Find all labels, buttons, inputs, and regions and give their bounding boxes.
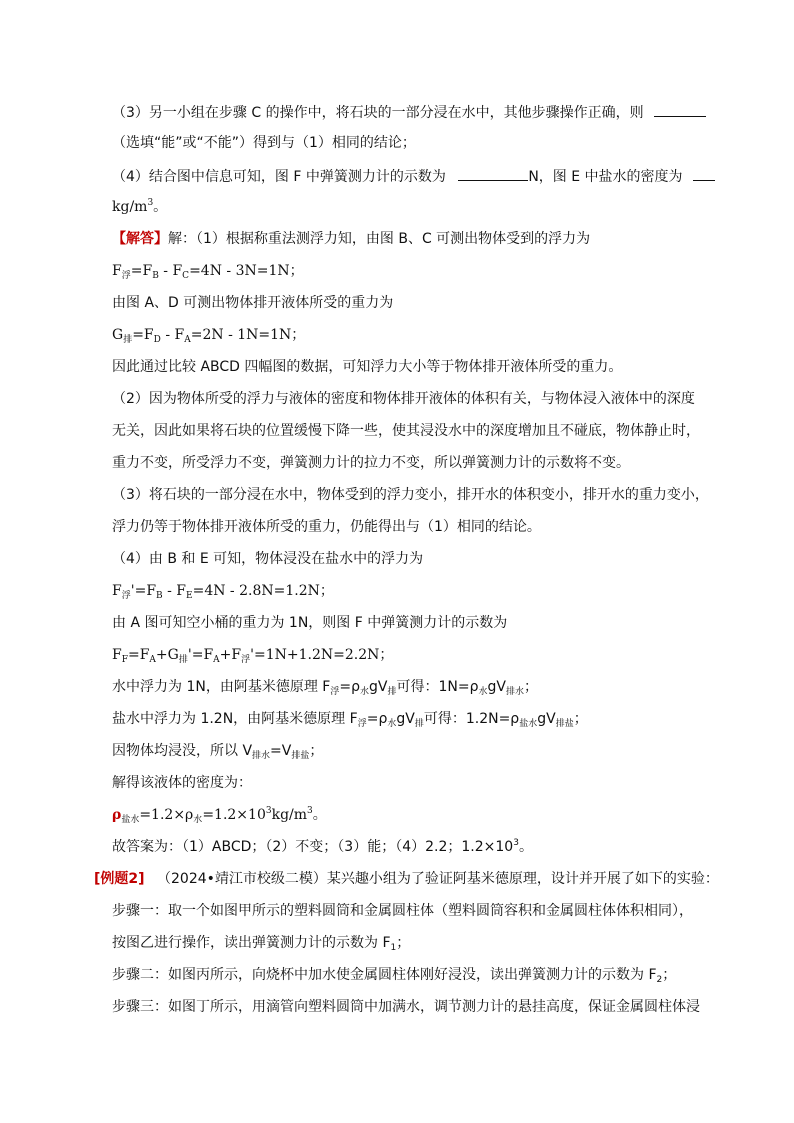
answer-part-3-line-2: 浮力仍等于物体排开液体所受的重力，仍能得出与（1）相同的结论。: [112, 519, 541, 535]
answer-blank-4b: [693, 168, 715, 181]
final-answers: 故答案为：（1）ABCD；（2）不变；（3）能；（4）2.2；$1.2\times 10^3$。: [112, 838, 533, 855]
formula-reading-f: $F_F=F_A+G_排'=F_A+F_浮'=1N+1.2N=2.2N$；: [112, 647, 394, 665]
answer-line-bucket: 由 A 图可知空小桶的重力为 1N，则图 F 中弹簧测力计的示数为: [112, 615, 508, 631]
example-2-step-2: 步骤二：如图丙所示，向烧杯中加水使金属圆柱体刚好浸没，读出弹簧测力计的示数为 $F_2$；: [112, 967, 677, 985]
question-4-line-1: （4）结合图中信息可知，图 F 中弹簧测力计的示数为 N，图 E 中盐水的密度为: [112, 168, 715, 184]
example-2-heading: [例题2] （2024•靖江市校级二模）某兴趣小组为了验证阿基米德原理，设计并开展了如下的实验：: [94, 871, 719, 887]
question-4-unit: $kg/m^3$。: [112, 198, 168, 215]
answer-equal-volume: 因物体均浸没，所以 $V_{排水}=V_{排盐}$；: [112, 743, 324, 761]
answer-part-2-line-2: 无关，因此如果将石块的位置缓慢下降一些，使其浸没水中的深度增加且不碰底，物体静止时，: [112, 423, 700, 439]
example-2-tag: [例题2]: [94, 871, 145, 887]
example-2-step-3: 步骤三：如图丁所示，用滴管向塑料圆筒中加满水，调节测力计的悬挂高度，保证金属圆柱体浸: [112, 999, 700, 1015]
answer-solve-line: 解得该液体的密度为：: [112, 775, 252, 791]
formula-density-result: $\rho_{盐水}=1.2\times\rho_水=1.2\times 10^3kg/m^3$。: [112, 806, 327, 825]
formula-water-archimedes: 水中浮力为 1N，由阿基米德原理 $F_浮=\rho_水gV_排$可得：$1N=\rho_水gV_{排水}$；: [112, 679, 538, 697]
formula-buoyancy-saltwater: $F_浮'=F_B - F_E=4N - 2.8N=1.2N$；: [112, 583, 334, 601]
answer-part-3-line-1: （3）将石块的一部分浸在水中，物体受到的浮力变小，排开水的体积变小，排开水的重力变小，: [112, 487, 709, 503]
formula-buoyancy-bc: $F_浮=F_B - F_C=4N - 3N=1N$；: [112, 263, 304, 281]
formula-displaced-weight: $G_排=F_D - F_A=2N - 1N=1N$；: [112, 327, 306, 345]
answer-tag: 【解答】: [112, 231, 168, 247]
answer-conclusion-1: 因此通过比较 ABCD 四幅图的数据，可知浮力大小等于物体排开液体所受的重力。: [112, 359, 623, 375]
example-2-step-1-line-2: 按图乙进行操作，读出弹簧测力计的示数为 $F_1$；: [112, 935, 411, 953]
answer-intro: 【解答】解：（1）根据称重法测浮力知，由图 B、C 可测出物体受到的浮力为: [112, 231, 591, 247]
answer-part-4: （4）由 B 和 E 可知，物体浸没在盐水中的浮力为: [112, 551, 424, 567]
formula-saltwater-archimedes: 盐水中浮力为 1.2N，由阿基米德原理 $F_浮=\rho_水gV_排$可得：$1.2N=\rho_{盐水}gV_{排盐}$；: [112, 711, 588, 729]
question-3-line-2: （选填“能”或“不能”）得到与（1）相同的结论；: [112, 135, 416, 151]
answer-blank-3: [654, 104, 706, 117]
answer-part-2-line-1: （2）因为物体所受的浮力与液体的密度和物体排开液体的体积有关，与物体浸入液体中的深度: [112, 391, 695, 407]
answer-line-ad: 由图 A、D 可测出物体排开液体所受的重力为: [112, 295, 394, 311]
answer-blank-4a: [458, 168, 528, 181]
question-3-line-1: （3）另一小组在步骤 C 的操作中，将石块的一部分浸在水中，其他步骤操作正确，则: [112, 104, 706, 120]
answer-part-2-line-3: 重力不变，所受浮力不变，弹簧测力计的拉力不变，所以弹簧测力计的示数将不变。: [112, 455, 630, 471]
example-2-step-1-line-1: 步骤一：取一个如图甲所示的塑料圆筒和金属圆柱体（塑料圆筒容积和金属圆柱体体积相同），: [112, 903, 693, 919]
